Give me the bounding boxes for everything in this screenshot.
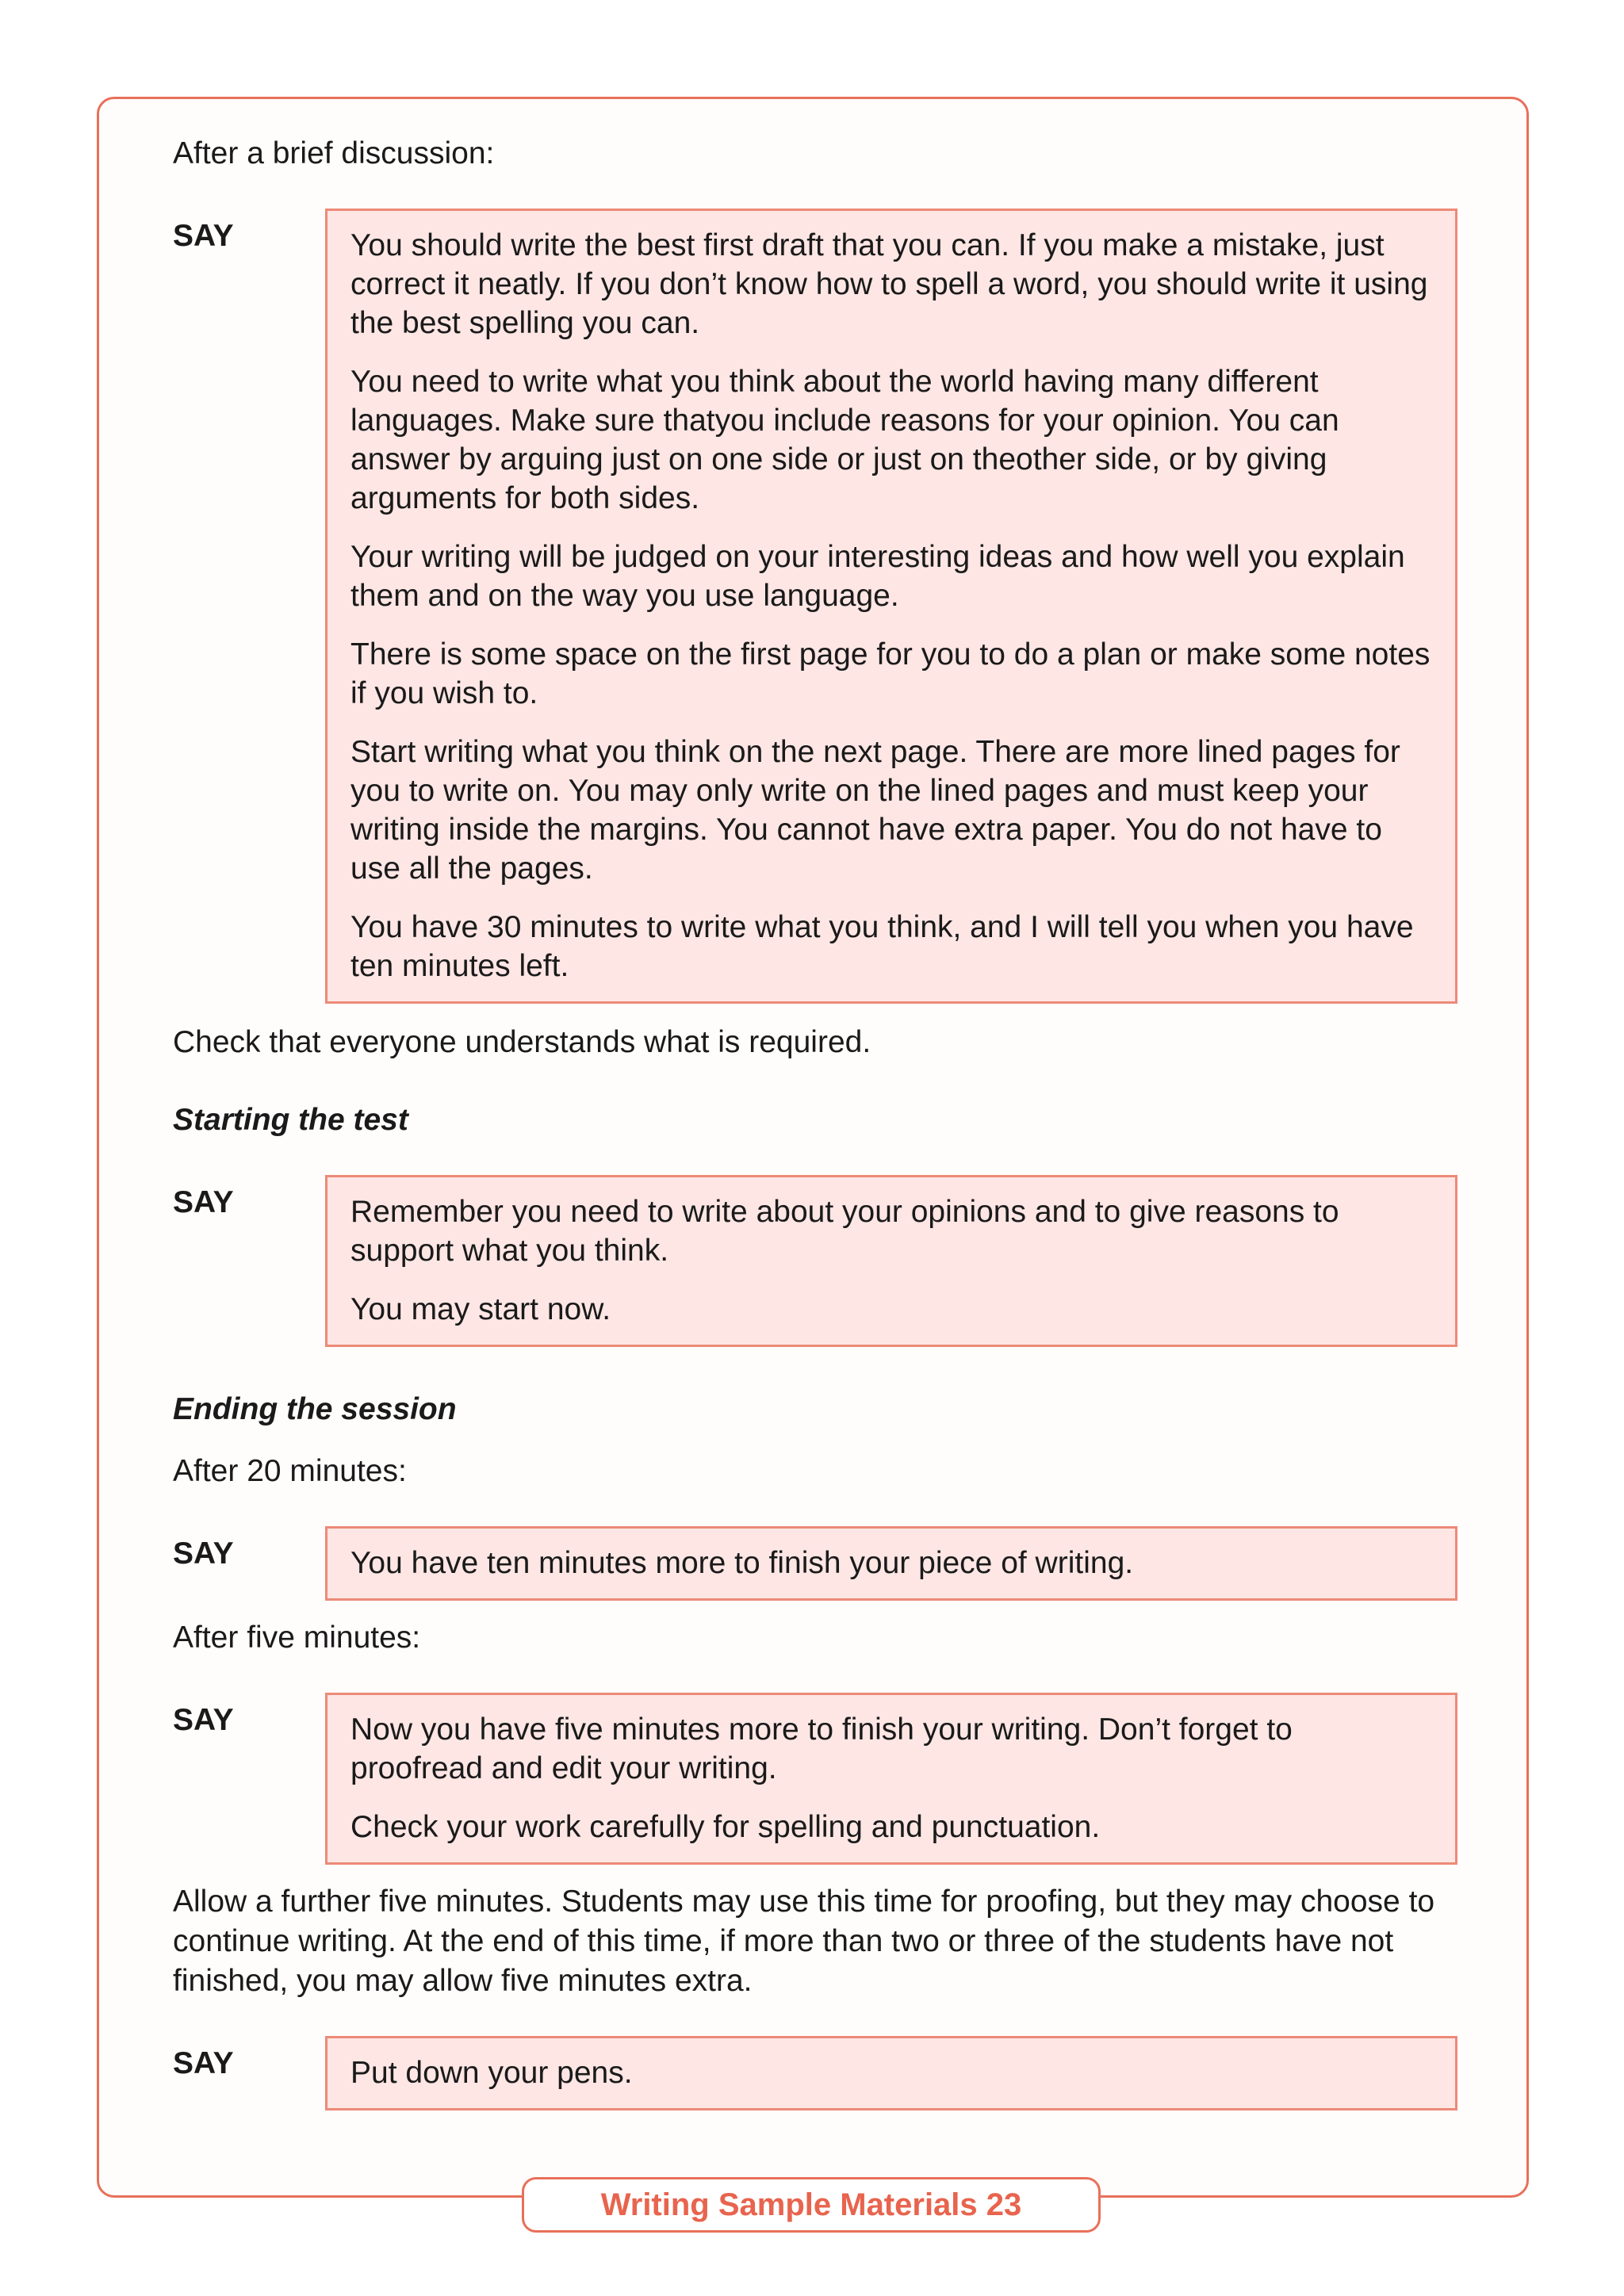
- say-paragraph: You may start now.: [350, 1292, 611, 1326]
- page-content: [173, 134, 1457, 2110]
- say-paragraph: You have ten minutes more to finish your piece of writing.: [350, 1546, 1134, 1580]
- say-label: SAY: [173, 1703, 234, 1737]
- say-paragraph: Now you have five minutes more to finish your writing. Don’t forget to proofread and edit your writing.: [350, 1712, 1293, 1785]
- say-paragraph: There is some space on the first page for you to do a plan or make some notes if you wish to.: [350, 637, 1431, 710]
- say-paragraph: Put down your pens.: [350, 2056, 633, 2090]
- say-paragraph: Remember you need to write about your opinions and to give reasons to support what you think.: [350, 1195, 1339, 1268]
- say-label: SAY: [173, 2046, 234, 2080]
- say-paragraph: Start writing what you think on the next page. There are more lined pages for you to write on. You may only write on the lined pages and must keep your writing inside the margins. You cannot have extra paper. You do not have to use all the pages.: [350, 735, 1400, 886]
- say-label: SAY: [173, 219, 234, 253]
- after-5-text: After five minutes:: [173, 1621, 421, 1655]
- say-block-3: [173, 1526, 1457, 1601]
- say-label: SAY: [173, 1536, 234, 1571]
- say-paragraph: You should write the best first draft that you can. If you make a mistake, just correct it neatly. If you don’t know how to spell a word, you should write it using the best spelling you can.: [350, 228, 1428, 340]
- say-box-4: [325, 1693, 1457, 1865]
- allow-text: Allow a further five minutes. Students may use this time for proofing, but they may choose to continue writing. At the end of this time, if more than two or three of the students have not finished, you may allow five minutes extra.: [173, 1885, 1435, 1998]
- say-paragraph: You need to write what you think about the world having many different languages. Make sure thatyou include reasons for your opinion. You can answer by arguing just on one side or just on theother side, or by giving arguments for both sides.: [350, 365, 1339, 515]
- say-paragraph: Check your work carefully for spelling and punctuation.: [350, 1810, 1101, 1844]
- heading-ending-session: Ending the session: [173, 1392, 457, 1426]
- say-paragraph: You have 30 minutes to write what you think, and I will tell you when you have ten minutes left.: [350, 910, 1414, 983]
- heading-starting-test: Starting the test: [173, 1103, 408, 1137]
- say-block-4: [173, 1693, 1457, 1865]
- say-label: SAY: [173, 1185, 234, 1219]
- intro-text: After a brief discussion:: [173, 136, 495, 170]
- say-box-2: [325, 1175, 1457, 1347]
- say-box-3: [325, 1526, 1457, 1601]
- page-frame: [97, 97, 1529, 2198]
- page-footer: Writing Sample Materials 23: [522, 2177, 1101, 2233]
- say-box-5: [325, 2036, 1457, 2110]
- after-20-text: After 20 minutes:: [173, 1454, 407, 1488]
- say-block-1: [173, 209, 1457, 1004]
- say-paragraph: Your writing will be judged on your interesting ideas and how well you explain them and on the way you use language.: [350, 540, 1405, 613]
- say-block-2: [173, 1175, 1457, 1347]
- say-block-5: [173, 2036, 1457, 2110]
- say-box-1: [325, 209, 1457, 1004]
- check-text: Check that everyone understands what is required.: [173, 1025, 871, 1059]
